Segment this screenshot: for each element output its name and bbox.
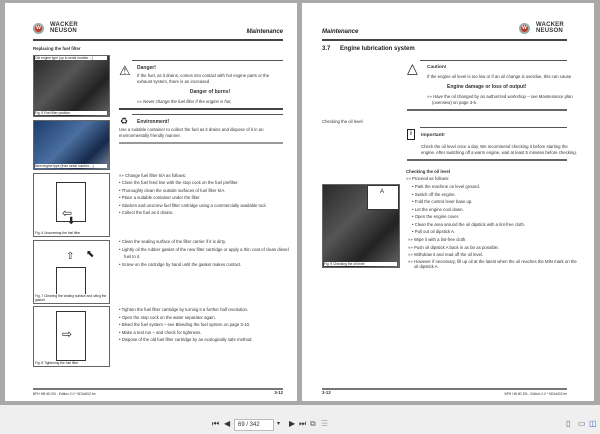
oil-after-list [408, 236, 577, 269]
left-page: w WACKER NEUSON Maintenance Replacing the fuel filter Old engine type (up to serial number ...) Fig. 5 Fuel filter position New engine type (from serial number ...) ⇦ ⬇ Fig. 6 Unscrewing the fuel filter ⇧ ⬉ Fig. 7 Cleaning the sealing surface and oiling the gasket ⇨ Fig. 8 Tightening the fuel filter ⚠ Danger! If the fuel, as it drains, comes into contact with hot engine parts or the exhaust system, there is an increased Danger of burns! »» Never change the fuel filter if the engine is hot. ♻ Environment! Use a suitable container to collect the fuel as it drains and dispose of it in an environmentally friendly manner. »» Change fuel filter 6/A as follows: • Close the fuel feed line with the stop cock on the fuel prefilter. • Thoroughly clean the outside surfaces of fuel filter 6/A. • Place a suitable container under the filter. • Slacken and unscrew fuel filter cartridge using a commercially available tool. • Collect the fuel as it drains. • Clean the sealing surface of the filter carrier if it is dirty. • Lightly oil the rubber gasket of the new filter cartridge or apply a thin coat of clean diesel fuel to it. • Screw on the cartridge by hand until the gasket makes contact. • Tighten the fuel filter cartridge by turning it a further half revolution. • Open the stop cock on the water separator again. • Bleed the fuel system – see Bleeding the fuel system on page 3-10. • Make a test run – and check for tightness. • Dispose of the old fuel filter cartridge by an ecologically safe method. BPH HB 6D EN - Edition 2.0 * 6D3a302.fm 3-12 [5, 3, 297, 401]
page-number-input[interactable]: 69 / 342 [234, 419, 274, 431]
first-page-button[interactable]: ⏮ [212, 419, 220, 428]
oil-steps-list [412, 183, 525, 236]
continuous-view-icon[interactable]: ▭ [578, 419, 586, 428]
section-number: 3.7 [322, 46, 331, 52]
page-dropdown[interactable]: ▾ [277, 421, 281, 427]
list-item: • Close the fuel feed line with the stop cock on the fuel prefilter. [119, 180, 239, 185]
steps-list-3 [119, 306, 253, 344]
list-item: • Thoroughly clean the outside surfaces of fuel filter 6/A. [119, 187, 226, 193]
list-item: • Switch off the engine. [412, 191, 456, 197]
list-item: • Open the stop cock on the water separator again. [119, 314, 216, 320]
two-page-view-icon[interactable]: ◫ [589, 419, 597, 428]
list-item: • Pull out oil dipstick A. [412, 229, 456, 234]
list-item: • Lightly oil the rubber gasket of the new filter cartridge or apply a thin coat of clean diesel [119, 246, 289, 252]
figure-tightening: ⇨ Fig. 8 Tightening the fuel filter [33, 306, 110, 367]
paste-icon[interactable]: ☰ [321, 419, 329, 428]
list-item: • Park the machine on level ground. [412, 184, 480, 189]
list-item: • Make a test run – and check for tightness. [119, 329, 202, 335]
list-item: • Bleed the fuel system – see Bleeding the fuel system on page 3-10. [119, 322, 251, 327]
page-number: 3-13 [322, 390, 331, 395]
list-item: • Open the engine cover. [412, 214, 460, 219]
next-page-button[interactable]: ▶ [289, 419, 296, 428]
previous-page-button[interactable]: ◀ [224, 419, 231, 428]
figure-fuel-filter-old: Old engine type (up to serial number ...) Fig. 5 Fuel filter position [33, 55, 110, 117]
page-header: Maintenance [322, 29, 359, 35]
section-heading: Replacing the fuel filter [33, 46, 81, 51]
page-header: Maintenance [246, 29, 283, 35]
caution-icon: △ [407, 60, 418, 76]
list-item: • Fold the control lever base up. [412, 199, 473, 204]
brand-logo: w WACKER NEUSON [519, 23, 566, 34]
list-item: • Dispose of the old fuel filter cartridge by an ecologically safe method. [119, 337, 253, 342]
copy-icon[interactable]: ⧉ [310, 419, 316, 428]
info-icon: i [407, 129, 415, 140]
list-item: »» Push oil dipstick A back in as far as possible. [408, 244, 500, 250]
right-page: Maintenance w WACKER NEUSON 3.7 Engine lubrication system △ Caution! If the engine oil level is too low or if an oil change is overdue, this can cause Engine damage or loss of output! »» Have the oil changed by an authorized workshop – see Maintenance plan (overview) on page 3-5. Checking the oil level i Important! Check the oil level once a day. We recommend checking it before starting the engine. After switching off a warm engine, wait at least 5 minutes before checking. Checking the oil level »» Proceed as follows: • Park the machine on level ground. • Switch off the engine. • Fold the control lever base up. • Let the engine cool down. • Open the engine cover. • Clean the area around the oil dipstick with a lint-free cloth. • Pull out oil dipstick A. »» Wipe it with a lint-free cloth. »» Push oil dipstick A back in as far as possible. »» Withdraw it and read off the oil level. »» However if necessary, fill up oil at the latest when the oil reaches the MIN mark on the oil dipstick A. A Fig. 9 Checking the oil level 3-13 BPH HB 6D EN - Edition 2.0 * 6D3a302.fm [302, 3, 594, 401]
figure-cleaning: ⇧ ⬉ Fig. 7 Cleaning the sealing surface and oiling the gasket [33, 240, 110, 304]
steps-list-2 [119, 238, 289, 268]
list-item: • Clean the area around the oil dipstick with a lint-free cloth. [412, 221, 526, 227]
list-item: oil dipstick A. [414, 264, 439, 269]
warning-icon: ⚠ [119, 63, 131, 78]
brand-logo: w WACKER NEUSON [33, 23, 80, 34]
figure-fuel-filter-new: New engine type (from serial number ...) [33, 120, 110, 170]
figure-unscrewing: ⇦ ⬇ Fig. 6 Unscrewing the fuel filter [33, 173, 110, 237]
list-item: • Slacken and unscrew fuel filter cartridge using a commercially available tool. [119, 202, 267, 208]
list-item: • Collect the fuel as it drains. [119, 210, 174, 215]
page-number: 3-12 [274, 390, 283, 395]
list-item: • Place a suitable container under the filter. [119, 195, 201, 200]
single-page-view-icon[interactable]: ▯ [566, 419, 571, 428]
last-page-button[interactable]: ⏭ [299, 419, 307, 428]
list-item: • Tighten the fuel filter cartridge by turning it a further half revolution. [119, 307, 249, 312]
figure-oil-level: A Fig. 9 Checking the oil level [322, 184, 400, 268]
list-item: • Clean the sealing surface of the filter carrier if it is dirty. [119, 239, 226, 244]
section-title: Engine lubrication system [340, 46, 415, 52]
list-item: »» Withdraw it and read off the oil level. [408, 252, 484, 257]
list-item: fuel to it. [124, 254, 141, 259]
list-item: »» Wipe it with a lint-free cloth. [408, 237, 467, 242]
list-item: »» However if necessary, fill up oil at the latest when the oil reaches the MIN mark on the [408, 258, 577, 264]
environment-icon: ♻ [120, 116, 129, 126]
list-item: • Screw on the cartridge by hand until the gasket makes contact. [119, 261, 242, 267]
steps-list-1 [119, 179, 267, 217]
list-item: • Let the engine cool down. [412, 206, 464, 212]
